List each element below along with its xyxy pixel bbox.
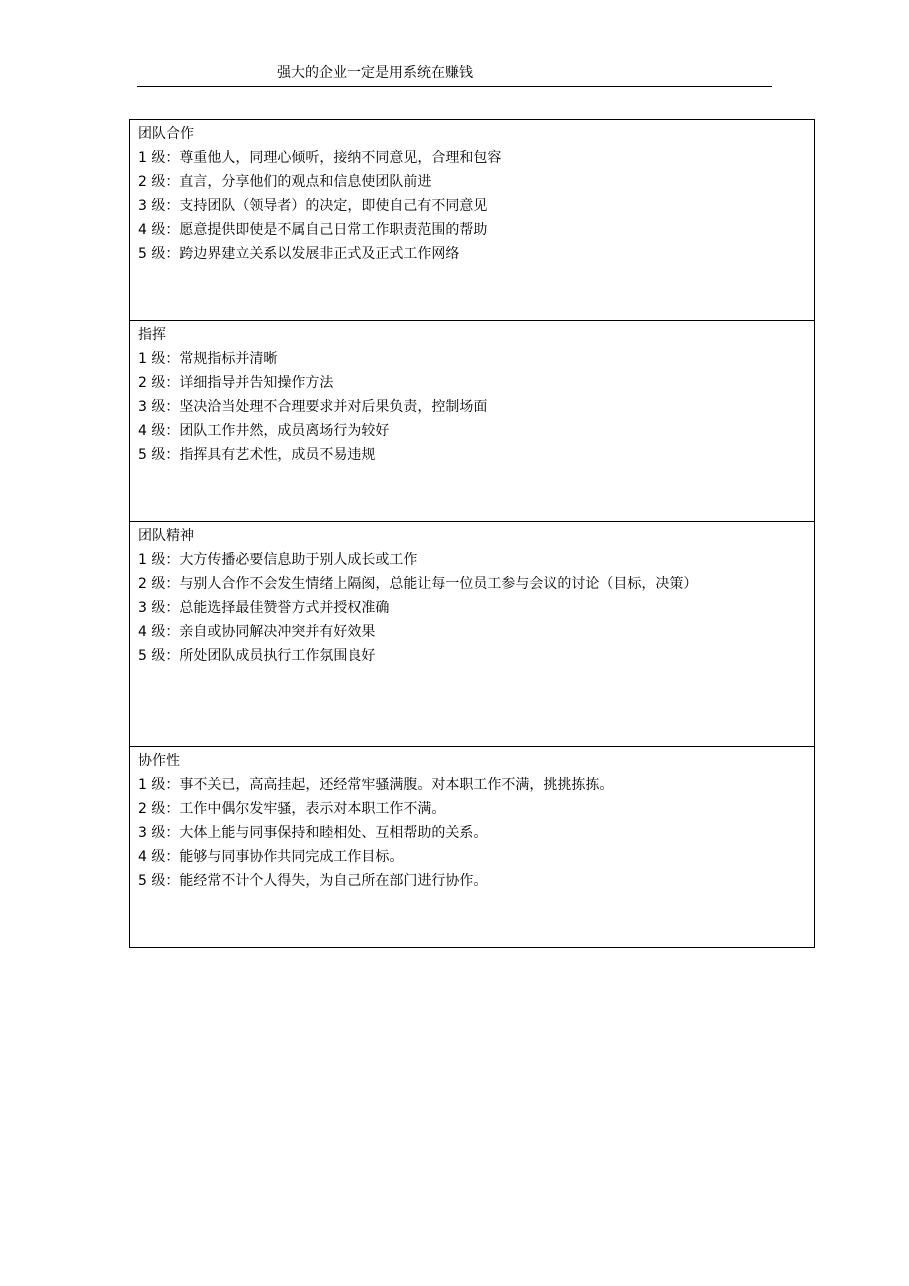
section-title: 团队合作 <box>138 126 194 142</box>
level-item: 1 级：大方传播必要信息助于别人成长或工作 <box>138 552 418 568</box>
section-teamwork <box>130 120 814 321</box>
level-item: 5 级：所处团队成员执行工作氛围良好 <box>138 648 376 664</box>
section-team-spirit <box>130 522 814 747</box>
section-title: 协作性 <box>138 753 180 769</box>
level-list <box>138 347 814 467</box>
level-item: 4 级：能够与同事协作共同完成工作目标。 <box>138 849 404 865</box>
level-item: 3 级：总能选择最佳赞誉方式并授权准确 <box>138 600 390 616</box>
level-item: 4 级：亲自或协同解决冲突并有好效果 <box>138 624 376 640</box>
level-list <box>138 146 814 266</box>
level-item: 2 级：与别人合作不会发生情绪上隔阂，总能让每一位员工参与会议的讨论（目标，决策） <box>138 576 698 592</box>
level-item: 1 级：常规指标并清晰 <box>138 351 278 367</box>
level-list <box>138 773 814 893</box>
competency-table <box>129 119 815 948</box>
level-item: 1 级：事不关已，高高挂起，还经常牢骚满腹。对本职工作不满，挑挑拣拣。 <box>138 777 614 793</box>
level-item: 3 级：大体上能与同事保持和睦相处、互相帮助的关系。 <box>138 825 488 841</box>
level-item: 5 级：跨边界建立关系以发展非正式及正式工作网络 <box>138 246 460 262</box>
level-item: 5 级：能经常不计个人得失，为自己所在部门进行协作。 <box>138 873 488 889</box>
page-header-title: 强大的企业一定是用系统在赚钱 <box>277 65 473 81</box>
level-item: 2 级：详细指导并告知操作方法 <box>138 375 334 391</box>
level-item: 3 级：支持团队（领导者）的决定，即使自己有不同意见 <box>138 198 488 214</box>
section-command <box>130 321 814 522</box>
section-collaboration <box>130 747 814 948</box>
section-title: 指挥 <box>138 327 166 343</box>
page-header <box>137 62 772 87</box>
level-item: 4 级：愿意提供即使是不属自己日常工作职责范围的帮助 <box>138 222 488 238</box>
section-title: 团队精神 <box>138 528 194 544</box>
level-item: 5 级：指挥具有艺术性，成员不易违规 <box>138 447 376 463</box>
level-item: 4 级：团队工作井然，成员离场行为较好 <box>138 423 390 439</box>
level-list <box>138 548 814 668</box>
level-item: 1 级：尊重他人，同理心倾听，接纳不同意见，合理和包容 <box>138 150 502 166</box>
level-item: 2 级：工作中偶尔发牢骚，表示对本职工作不满。 <box>138 801 446 817</box>
level-item: 3 级：坚决洽当处理不合理要求并对后果负责，控制场面 <box>138 399 488 415</box>
level-item: 2 级：直言，分享他们的观点和信息使团队前进 <box>138 174 432 190</box>
